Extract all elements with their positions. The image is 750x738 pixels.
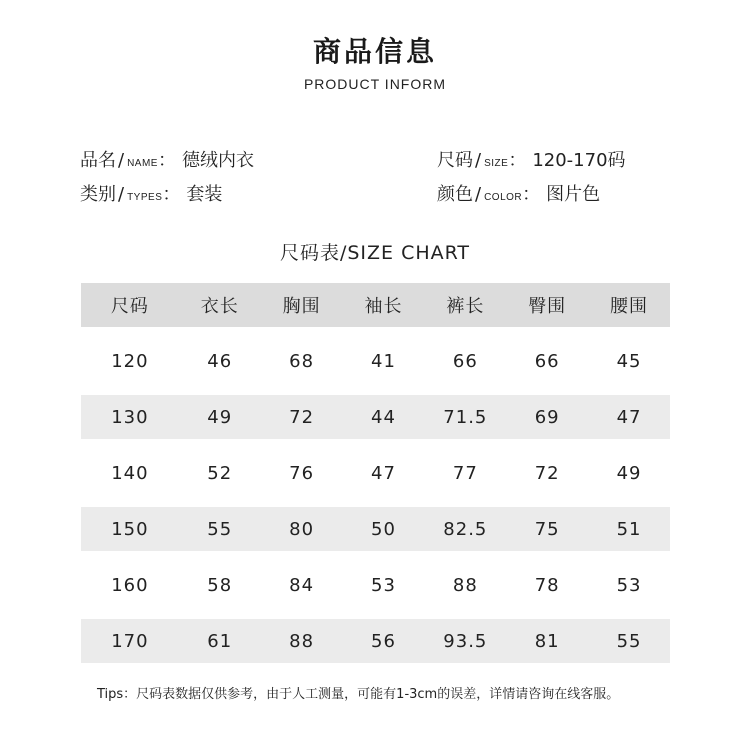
size-table: [81, 283, 670, 663]
color-label: 颜色: [437, 184, 473, 205]
name-en-label: NAME: [127, 158, 158, 169]
table-cell: 150: [111, 518, 149, 540]
table-cell: 49: [616, 462, 642, 484]
name-label: 品名: [80, 150, 116, 171]
table-header-cell: 衣长: [200, 296, 239, 317]
table-header-row: [81, 283, 670, 327]
type-label: 类别: [80, 184, 116, 205]
table-cell: 61: [207, 630, 233, 652]
table-header-cell: 裤长: [446, 296, 485, 317]
table-cell: 71.5: [443, 406, 488, 428]
table-cell: 160: [111, 574, 149, 596]
table-cell: 170: [111, 630, 149, 652]
size-en-label: SIZE: [484, 158, 509, 169]
table-cell: 81: [534, 630, 560, 652]
info-color: 颜色 / COLOR： 图片色: [437, 184, 601, 205]
table-cell: 88: [289, 630, 315, 652]
table-header-cell: 臀围: [528, 296, 567, 317]
table-cell: 88: [452, 574, 478, 596]
table-cell: 47: [371, 462, 396, 484]
table-header-cell: 袖长: [364, 296, 403, 317]
table-cell: 82.5: [443, 518, 488, 540]
page-title: 商品信息: [312, 35, 437, 68]
type-value: 套装: [186, 184, 223, 205]
table-cell: 58: [207, 574, 233, 596]
table-cell: 76: [289, 462, 315, 484]
table-cell: 50: [371, 518, 396, 540]
table-cell: 72: [534, 462, 560, 484]
table-cell: 44: [371, 406, 396, 428]
table-cell: 84: [289, 574, 315, 596]
table-cell: 53: [371, 574, 396, 596]
table-cell: 120: [111, 350, 149, 372]
table-cell: 41: [371, 350, 396, 372]
table-cell: 72: [289, 406, 315, 428]
name-value: 德绒内衣: [181, 150, 254, 171]
table-row: [81, 563, 670, 607]
table-cell: 130: [111, 406, 149, 428]
table-cell: 140: [111, 462, 149, 484]
type-en-label: TYPES: [127, 192, 163, 203]
table-cell: 55: [207, 518, 233, 540]
table-cell: 66: [534, 350, 560, 372]
table-row: [81, 619, 670, 663]
table-cell: 75: [534, 518, 560, 540]
table-cell: 93.5: [443, 630, 488, 652]
table-header-cell: 尺码: [110, 296, 149, 317]
table-cell: 49: [207, 406, 233, 428]
table-cell: 56: [371, 630, 396, 652]
size-label: 尺码: [437, 150, 473, 171]
table-cell: 66: [452, 350, 478, 372]
table-cell: 46: [207, 350, 233, 372]
table-cell: 51: [616, 518, 642, 540]
table-cell: 78: [534, 574, 560, 596]
table-cell: 52: [207, 462, 233, 484]
page-subtitle: PRODUCT INFORM: [303, 76, 447, 92]
table-row: [81, 507, 670, 551]
size-chart-title: 尺码表/SIZE CHART: [279, 242, 471, 264]
tips-note: Tips：尺码表数据仅供参考，由于人工测量，可能有1-3cm的误差，详情请咨询在线客服。: [97, 687, 620, 702]
info-type: 类别 / TYPES： 套装: [80, 184, 223, 205]
color-value: 图片色: [546, 184, 601, 205]
info-name: 品名 / NAME： 德绒内衣: [80, 150, 254, 171]
table-header-cell: 胸围: [282, 296, 321, 317]
table-cell: 69: [534, 406, 560, 428]
table-row: [81, 395, 670, 439]
size-value: 120-170码: [532, 150, 626, 171]
table-cell: 55: [616, 630, 642, 652]
info-size: 尺码 / SIZE： 120-170码: [437, 150, 626, 171]
table-cell: 47: [616, 406, 642, 428]
table-cell: 77: [452, 462, 478, 484]
color-en-label: COLOR: [484, 192, 523, 203]
table-cell: 45: [616, 350, 642, 372]
table-header-cell: 腰围: [610, 296, 649, 317]
table-cell: 53: [616, 574, 642, 596]
table-row: [81, 451, 670, 495]
table-cell: 68: [289, 350, 315, 372]
table-row: [81, 339, 670, 383]
table-cell: 80: [289, 518, 315, 540]
